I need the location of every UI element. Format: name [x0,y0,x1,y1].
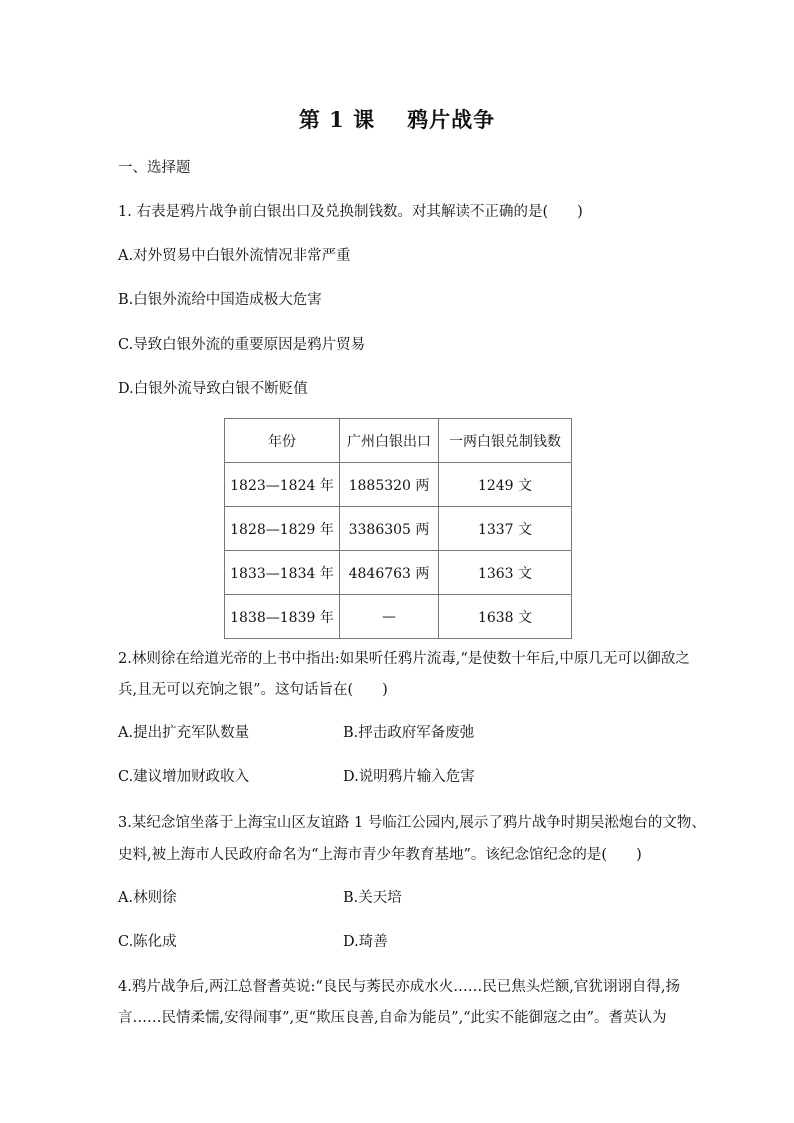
q2-stem-line-2: 兵,且无可以充饷之银”。这句话旨在( ) [118,682,388,698]
q4-stem-line-1: 4.鸦片战争后,两江总督耆英说:“良民与莠民亦成水火……民已焦头烂额,官犹诩诩自得,扬 [118,979,680,995]
q2-stem-line-1: 2.林则徐在给道光帝的上书中指出:如果听任鸦片流毒,“是使数十年后,中原几无可以御敌之 [118,651,690,667]
table-cell: 1833—1834 年 [225,551,340,595]
q1-option-d: D.白银外流导致白银不断贬值 [118,381,308,397]
q1-stem: 1. 右表是鸦片战争前白银出口及兑换制钱数。对其解读不正确的是( ) [118,204,583,220]
table-cell: 1838—1839 年 [225,595,340,639]
q3-option-c: C.陈化成 [118,934,177,950]
q1-option-b: B.白银外流给中国造成极大危害 [118,292,322,308]
q3-stem-line-2: 史料,被上海市人民政府命名为“上海市青少年教育基地”。该纪念馆纪念的是( ) [118,847,642,863]
q3-option-a: A.林则徐 [118,890,177,906]
table-header: 广州白银出口 [340,419,439,463]
page-title [0,104,794,134]
q2-option-b: B.抨击政府军备废弛 [343,725,475,741]
q1-option-a: A.对外贸易中白银外流情况非常严重 [118,248,351,264]
table-row [225,507,572,551]
q2-option-c: C.建议增加财政收入 [118,769,250,785]
q4-stem-line-2: 言……民情柔懦,安得闹事”,更“欺压良善,自命为能员”,“此实不能御寇之由”。耆英认为 [118,1010,667,1026]
q3-option-d: D.琦善 [343,934,388,950]
table-cell: 1337 文 [439,507,572,551]
table-cell: 1638 文 [439,595,572,639]
table-cell: 1885320 两 [340,463,439,507]
q2-option-a: A.提出扩充军队数量 [118,725,250,741]
table-cell: 1823—1824 年 [225,463,340,507]
lesson-number: 第 1 课 [298,107,376,132]
q3-option-b: B.关天培 [343,890,402,906]
table-cell: 1828—1829 年 [225,507,340,551]
q3-stem-line-1: 3.某纪念馆坐落于上海宝山区友谊路 1 号临江公园内,展示了鸦片战争时期吴淞炮台的文物、 [118,815,706,831]
table-header: 一两白银兑制钱数 [439,419,572,463]
table-cell: 3386305 两 [340,507,439,551]
table-row [225,463,572,507]
section-heading: 一、选择题 [118,160,191,176]
table-row [225,551,572,595]
table-cell: 4846763 两 [340,551,439,595]
q1-option-c: C.导致白银外流的重要原因是鸦片贸易 [118,337,366,353]
table-row [225,595,572,639]
table-cell: — [340,595,439,639]
table-cell: 1363 文 [439,551,572,595]
table-header-row [225,419,572,463]
table-cell: 1249 文 [439,463,572,507]
table-header: 年份 [225,419,340,463]
lesson-name: 鸦片战争 [407,107,496,132]
silver-export-table [224,418,572,639]
q2-option-d: D.说明鸦片输入危害 [343,769,475,785]
